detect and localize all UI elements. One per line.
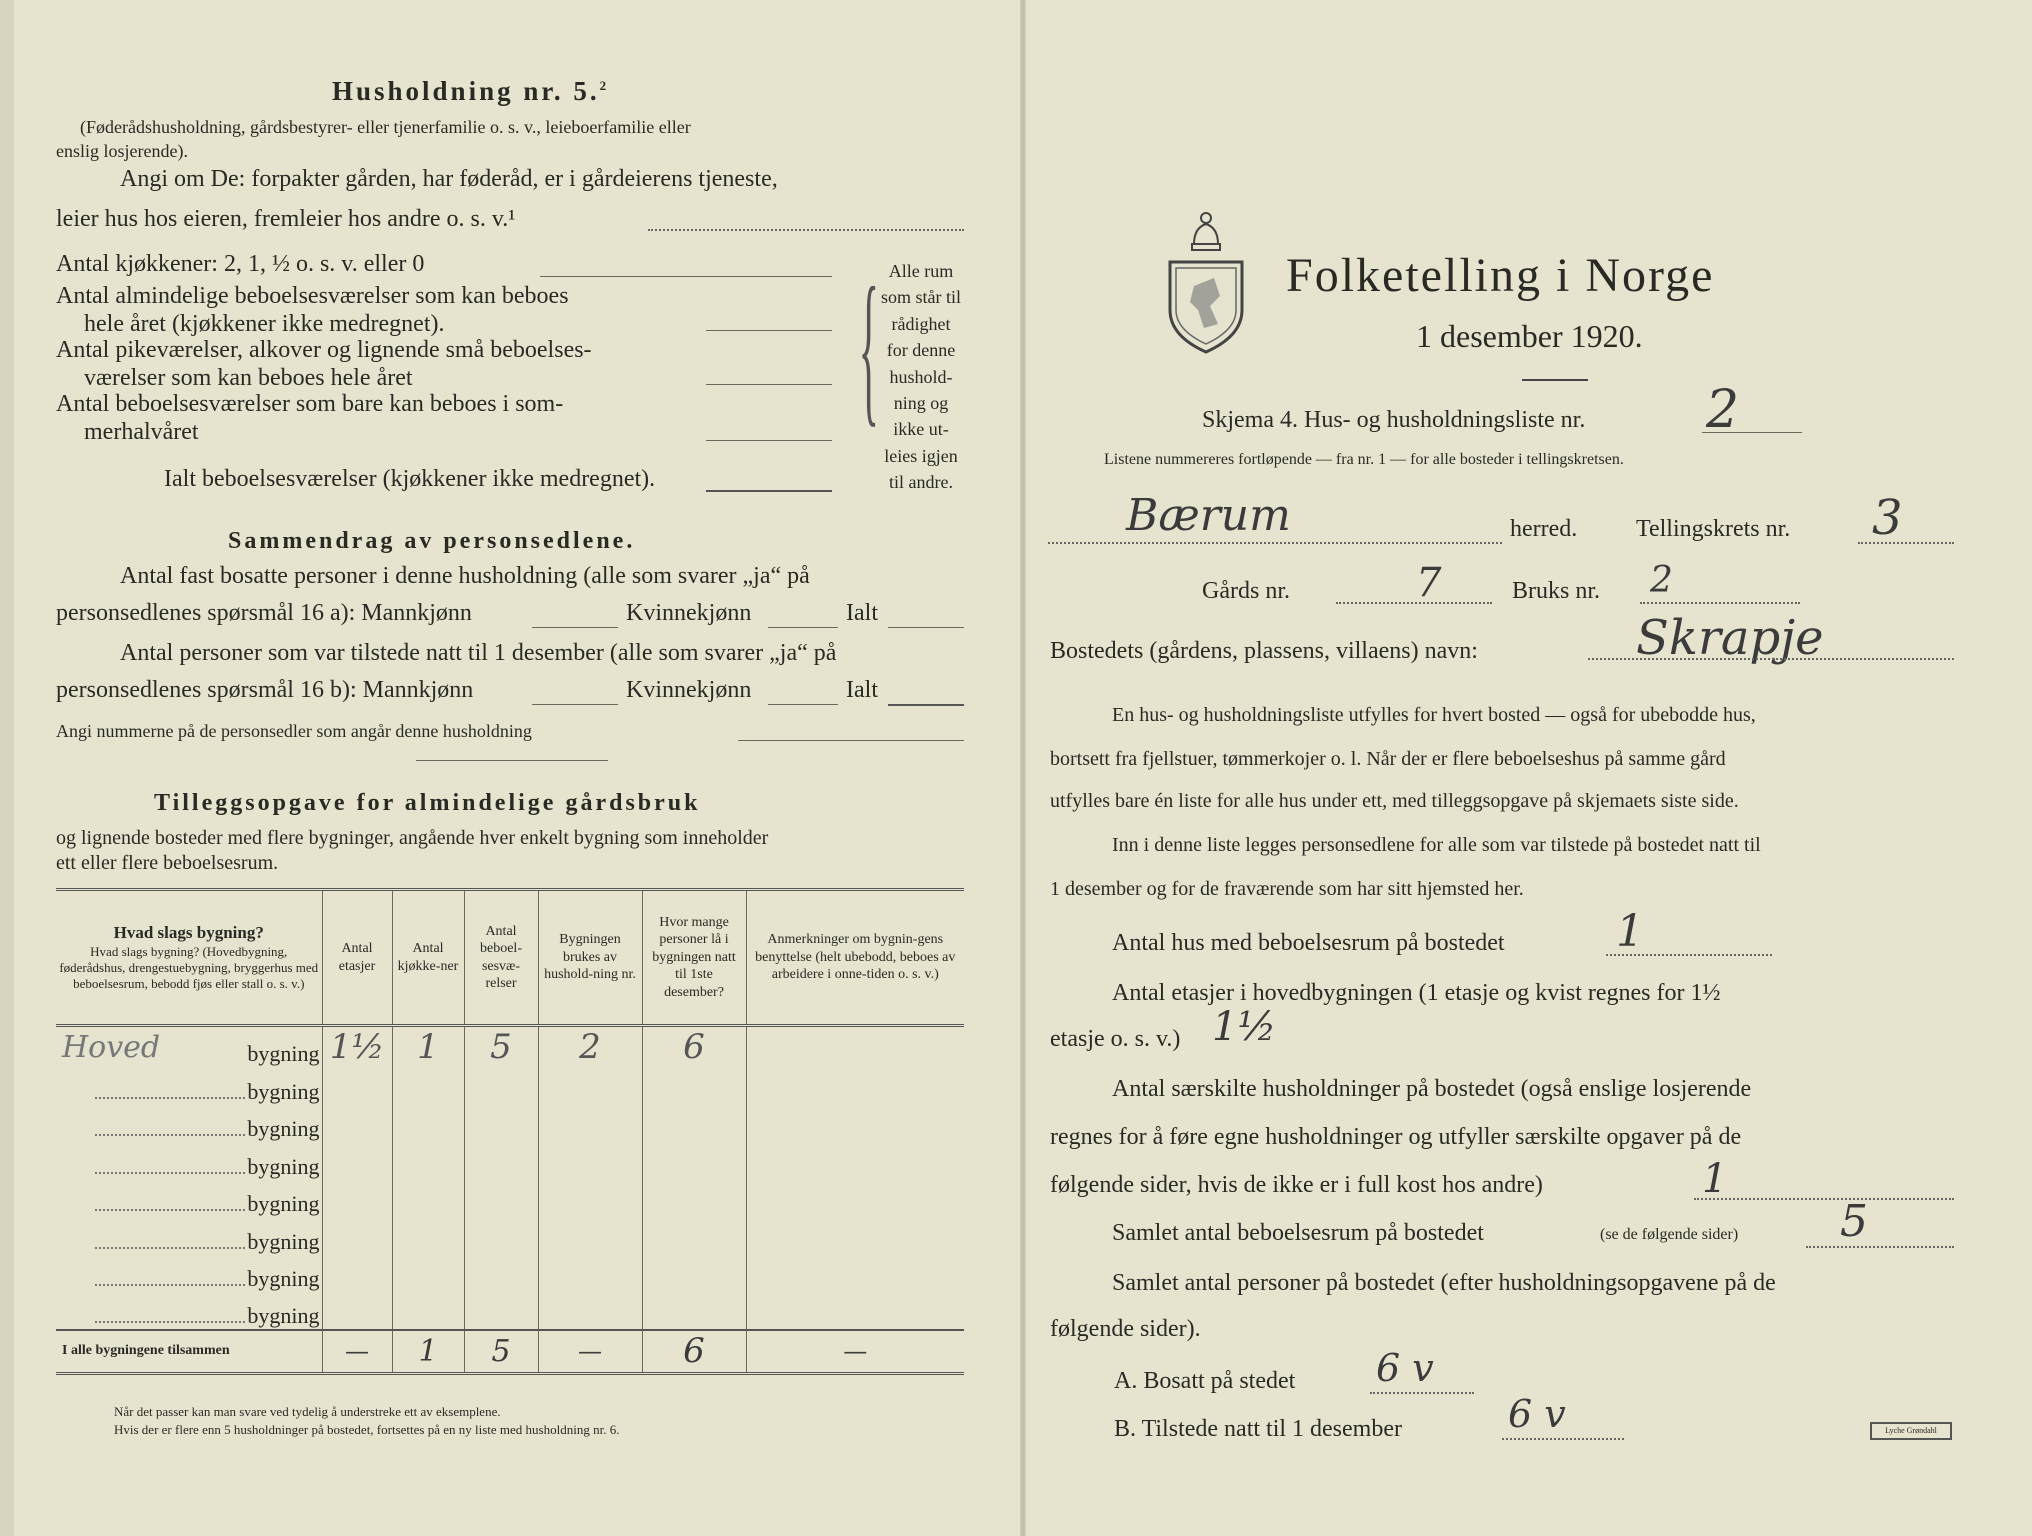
floors-cell [322, 1180, 392, 1218]
building-word: bygning [247, 1153, 320, 1179]
supplement-line-1: og lignende bosteder med flere bygninger, angående hver enkelt bygning som inneholder [56, 827, 769, 849]
building-word: bygning [247, 1191, 320, 1216]
remarks-cell [746, 1105, 964, 1143]
building-word: bygning [247, 1266, 320, 1291]
angi-answer-line [648, 229, 964, 231]
remarks-cell [746, 1255, 964, 1293]
household-title-sup: 2 [599, 78, 610, 93]
floors-cell: 1½ [322, 1026, 392, 1068]
building-word: bygning [247, 1228, 320, 1254]
rooms-cell: 5 [464, 1026, 538, 1068]
rooms-summer-2: merhalvåret [84, 419, 199, 445]
bruks-value: 2 [1650, 560, 1673, 601]
q-houses-line [1606, 954, 1772, 956]
floors-cell [322, 1142, 392, 1180]
q-floors-line-1: Antal etasjer i hovedbygningen (1 etasje og kvist regnes for 1½ [1112, 980, 1721, 1006]
brace-note-line: for denne [886, 340, 956, 361]
remarks-cell [746, 1292, 964, 1330]
remarks-cell [746, 1180, 964, 1218]
persons-cell [642, 1255, 746, 1293]
brace-note-line: ikke ut- [893, 419, 949, 440]
building-type-cell [56, 1026, 322, 1068]
summary-line-1: Antal fast bosatte personer i denne husholdning (alle som svarer „ja“ på [120, 563, 810, 589]
building-row [56, 1255, 964, 1293]
numbering-note: Listene nummereres fortløpende — fra nr. 1 — for alle bosteder i tellingskretsen. [1104, 451, 1624, 468]
q-floors-line-2: etasje o. s. v.) [1050, 1026, 1181, 1052]
total-16a-line [888, 627, 964, 628]
angi-line-1: Angi om De: forpakter gården, har føderåd, er i gårdeierens tjeneste, [120, 166, 778, 192]
persons-cell [642, 1180, 746, 1218]
sum-label: I alle bygningene tilsammen [56, 1330, 322, 1374]
supplement-line-2: ett eller flere beboelsesrum. [56, 852, 279, 874]
household-note-1: (Føderådshusholdning, gårdsbestyrer- eller tjenerfamilie o. s. v., leieboerfamilie eller [80, 117, 691, 137]
q-households-line-1: Antal særskilte husholdninger på bostedet (også enslige losjerende [1112, 1076, 1752, 1102]
col-building-type: Hvad slags bygning? Hvad slags bygning? (Hovedbygning, føderådshus, drengestuebygning, bryggerhus med beboelsesrum, bebodd fjøs eller stall o. s. v.) [56, 890, 322, 1026]
a-line [1370, 1392, 1474, 1394]
floors-cell [322, 1255, 392, 1293]
kitchens-cell [392, 1255, 464, 1293]
brace-note-line: leies igjen [884, 445, 958, 466]
census-date: 1 desember 1920. [1416, 318, 1643, 354]
bruks-label: Bruks nr. [1512, 578, 1601, 604]
kitchens-cell: 1 [392, 1026, 464, 1068]
building-table-body [56, 1026, 964, 1330]
section-divider [416, 760, 608, 761]
sum-kitchens: 1 [392, 1330, 464, 1374]
persons-cell [642, 1292, 746, 1330]
building-row [56, 1180, 964, 1218]
col-household: Bygningen brukes av hushold-ning nr. [538, 890, 642, 1026]
printer-stamp: Lyche Grøndahl [1870, 1422, 1952, 1440]
kitchens-cell [392, 1142, 464, 1180]
household-cell [538, 1142, 642, 1180]
summary-line-4c: Ialt [846, 677, 878, 703]
floors-cell [322, 1217, 392, 1255]
q-houses-label: Antal hus med beboelsesrum på bostedet [1112, 930, 1505, 956]
col-rooms: Antal beboel-sesvæ-relser [464, 890, 538, 1026]
herred-line [1048, 542, 1502, 544]
building-table-header [56, 890, 964, 1026]
summary-title: Sammendrag av personsedlene. [228, 528, 636, 554]
sum-household: — [538, 1330, 642, 1374]
female-16a-line [768, 627, 838, 628]
instruction-3: utfylles bare én liste for alle hus under ett, med tilleggsopgave på skjemaets siste side. [1050, 790, 1739, 812]
brace-note-line: hushold- [889, 366, 953, 387]
sum-rooms: 5 [464, 1330, 538, 1374]
gards-label: Gårds nr. [1202, 578, 1290, 604]
census-title: Folketelling i Norge [1286, 249, 1715, 302]
instruction-4: Inn i denne liste legges personsedlene for alle som var tilstede på bostedet natt til [1112, 834, 1761, 856]
rooms-maids-2: værelser som kan beboes hele året [84, 365, 413, 391]
household-title [332, 76, 609, 107]
remarks-cell [746, 1142, 964, 1180]
kitchens-cell [392, 1217, 464, 1255]
household-cell [538, 1292, 642, 1330]
sum-floors: — [322, 1330, 392, 1374]
gards-line [1336, 602, 1492, 604]
schema-number-line [1702, 432, 1802, 433]
page-fold [1020, 0, 1026, 1536]
remarks-cell [746, 1026, 964, 1068]
building-type-cell [56, 1142, 322, 1180]
persons-cell [642, 1142, 746, 1180]
b-value: 6 v [1508, 1392, 1566, 1436]
brace-glyph: { [858, 253, 880, 441]
dotted-leader [95, 1172, 245, 1174]
building-word: bygning [247, 1078, 320, 1104]
kitchens-cell [392, 1067, 464, 1105]
q-rooms-line [1806, 1246, 1954, 1248]
sum-persons: 6 [642, 1330, 746, 1374]
rooms-cell [464, 1255, 538, 1293]
summary-line-2c: Ialt [846, 600, 878, 626]
krets-line [1858, 542, 1954, 544]
household-cell [538, 1255, 642, 1293]
rooms-kitchens: Antal kjøkkener: 2, 1, ½ o. s. v. eller 0 [56, 251, 425, 277]
dotted-leader [95, 1284, 245, 1286]
brace-note-line: Alle rum [888, 261, 954, 281]
household-title-text: Husholdning nr. 5. [332, 76, 600, 106]
q-households-value: 1 [1702, 1156, 1728, 1202]
floors-cell [322, 1067, 392, 1105]
answer-line-2 [706, 330, 832, 331]
building-type-value: Hoved [62, 1030, 161, 1065]
q-persons-line-1: Samlet antal personer på bostedet (efter husholdningsopgavene på de [1112, 1270, 1776, 1296]
q-households-line-2: regnes for å føre egne husholdninger og utfyller særskilte opgaver på de [1050, 1124, 1742, 1150]
rooms-cell [464, 1142, 538, 1180]
b-label: B. Tilstede natt til 1 desember [1114, 1416, 1402, 1442]
rooms-cell [464, 1067, 538, 1105]
a-value: 6 v [1376, 1346, 1434, 1390]
col-persons: Hvor mange personer lå i bygningen natt til 1ste desember? [642, 890, 746, 1026]
building-type-cell [56, 1217, 322, 1255]
title-rule [1522, 379, 1588, 381]
q-households-line [1694, 1198, 1954, 1200]
brace-note-line: som står til [881, 287, 961, 308]
bosted-label: Bostedets (gårdens, plassens, villaens) navn: [1050, 638, 1478, 664]
bruks-line [1640, 602, 1800, 604]
building-type-cell [56, 1292, 322, 1330]
krets-value: 3 [1872, 490, 1903, 546]
male-16b-line [532, 704, 618, 705]
col-building-type-text: Hvad slags bygning? (Hovedbygning, føderådshus, drengestuebygning, bryggerhus med beboelsesrum, bebodd fjøs eller stall o. s. v.) [59, 943, 319, 992]
dotted-leader [95, 1247, 245, 1249]
building-table-sum-row [56, 1330, 964, 1374]
household-cell: 2 [538, 1026, 642, 1068]
sum-remarks: — [843, 1337, 868, 1366]
dotted-leader [95, 1134, 245, 1136]
building-word: bygning [247, 1302, 320, 1328]
q-houses-value: 1 [1616, 906, 1644, 957]
b-line [1502, 1438, 1624, 1440]
col-remarks: Anmerkninger om bygnin-gens benyttelse (helt ubebodd, beboes av arbeidere i onne-tiden o. s. v.) [755, 932, 956, 983]
summary-line-3: Antal personer som var tilstede natt til 1 desember (alle som svarer „ja“ på [120, 640, 837, 666]
bosted-value: Skrapje [1636, 610, 1824, 666]
household-cell [538, 1180, 642, 1218]
summary-line-4b: Kvinnekjønn [626, 677, 752, 703]
total-16b-line [888, 704, 964, 706]
krets-label: Tellingskrets nr. [1636, 516, 1791, 542]
schema-number: 2 [1706, 380, 1740, 440]
brace-note-line: ning og [893, 393, 949, 414]
answer-line-4 [706, 440, 832, 441]
rooms-maids-1: Antal pikeværelser, alkover og lignende små beboelses- [56, 337, 592, 363]
remarks-cell [746, 1067, 964, 1105]
instruction-5: 1 desember og for de fraværende som har sitt hjemsted her. [1050, 878, 1524, 900]
supplement-title: Tilleggsopgave for almindelige gårdsbruk [154, 790, 701, 816]
footnote-1: Når det passer kan man svare ved tydelig å understreke ett av eksemplene. [114, 1404, 501, 1419]
remarks-cell [746, 1217, 964, 1255]
building-table [56, 888, 964, 1375]
answer-line-total [706, 490, 832, 492]
persons-cell [642, 1105, 746, 1143]
rooms-ordinary-1: Antal almindelige beboelsesværelser som kan beboes [56, 283, 569, 309]
q-rooms-label: Samlet antal beboelsesrum på bostedet [1112, 1220, 1484, 1246]
building-word: bygning [247, 1041, 320, 1066]
dotted-leader [95, 1097, 245, 1099]
dotted-leader [95, 1209, 245, 1211]
rooms-total: Ialt beboelsesværelser (kjøkkener ikke medregnet). [164, 466, 656, 492]
household-note-2: enslig losjerende). [56, 141, 188, 161]
q-persons-line-2: følgende sider). [1050, 1316, 1201, 1342]
household-cell [538, 1067, 642, 1105]
summary-line-4a: personsedlenes spørsmål 16 b): Mannkjønn [56, 677, 474, 703]
gards-value: 7 [1416, 560, 1442, 606]
rooms-cell [464, 1105, 538, 1143]
building-row [56, 1067, 964, 1105]
building-type-cell [56, 1105, 322, 1143]
summary-line-5: Angi nummerne på de personsedler som angår denne husholdning [56, 721, 532, 741]
a-label: A. Bosatt på stedet [1114, 1368, 1296, 1394]
rooms-ordinary-2: hele året (kjøkkener ikke medregnet). [84, 311, 445, 337]
bosted-line [1588, 658, 1954, 660]
building-row [56, 1026, 964, 1068]
summary-line-2a: personsedlenes spørsmål 16 a): Mannkjønn [56, 600, 472, 626]
building-type-cell [56, 1067, 322, 1105]
kitchens-cell [392, 1292, 464, 1330]
floors-cell [322, 1292, 392, 1330]
building-row [56, 1142, 964, 1180]
q-rooms-small: (se de følgende sider) [1600, 1226, 1739, 1243]
persons-cell: 6 [642, 1026, 746, 1068]
household-cell [538, 1217, 642, 1255]
q-floors-value: 1½ [1212, 1004, 1277, 1050]
building-word: bygning [247, 1116, 320, 1141]
q-rooms-value: 5 [1840, 1196, 1868, 1247]
building-row [56, 1217, 964, 1255]
answer-line-3 [706, 384, 832, 385]
male-16a-line [532, 627, 618, 628]
coat-of-arms-icon [1164, 206, 1248, 354]
rooms-summer-1: Antal beboelsesværelser som bare kan beboes i som- [56, 391, 564, 417]
rooms-cell [464, 1180, 538, 1218]
rooms-cell [464, 1217, 538, 1255]
building-type-cell [56, 1180, 322, 1218]
herred-label: herred. [1510, 516, 1578, 542]
persons-cell [642, 1067, 746, 1105]
col-floors: Antal etasjer [322, 890, 392, 1026]
scan-edge [0, 0, 14, 1536]
col-kitchens: Antal kjøkke-ner [392, 890, 464, 1026]
brace-note [866, 258, 976, 496]
building-row [56, 1292, 964, 1330]
female-16b-line [768, 704, 838, 705]
footnote-2: Hvis der er flere enn 5 husholdninger på bostedet, fortsettes på en ny liste med husholdning nr. 6. [114, 1422, 620, 1437]
brace-note-line: rådighet [891, 313, 951, 334]
building-row [56, 1105, 964, 1143]
instruction-1: En hus- og husholdningsliste utfylles for hvert bosted — også for ubebodde hus, [1112, 704, 1756, 726]
person-numbers-line [738, 740, 964, 741]
floors-cell [322, 1105, 392, 1143]
building-type-cell [56, 1255, 322, 1293]
schema-label: Skjema 4. Hus- og husholdningsliste nr. [1202, 407, 1586, 433]
q-households-line-3: følgende sider, hvis de ikke er i full kost hos andre) [1050, 1172, 1543, 1198]
kitchens-cell [392, 1180, 464, 1218]
persons-cell [642, 1217, 746, 1255]
household-cell [538, 1105, 642, 1143]
answer-line-1 [540, 276, 832, 277]
dotted-leader [95, 1321, 245, 1323]
summary-line-2b: Kvinnekjønn [626, 600, 752, 626]
instruction-2: bortsett fra fjellstuer, tømmerkojer o. l. Når der er flere beboelseshus på samme gård [1050, 748, 1726, 770]
angi-line-2: leier hus hos eieren, fremleier hos andre o. s. v.¹ [56, 206, 516, 232]
herred-value: Bærum [1126, 490, 1291, 541]
rooms-cell [464, 1292, 538, 1330]
brace-note-line: til andre. [889, 472, 953, 493]
kitchens-cell [392, 1105, 464, 1143]
